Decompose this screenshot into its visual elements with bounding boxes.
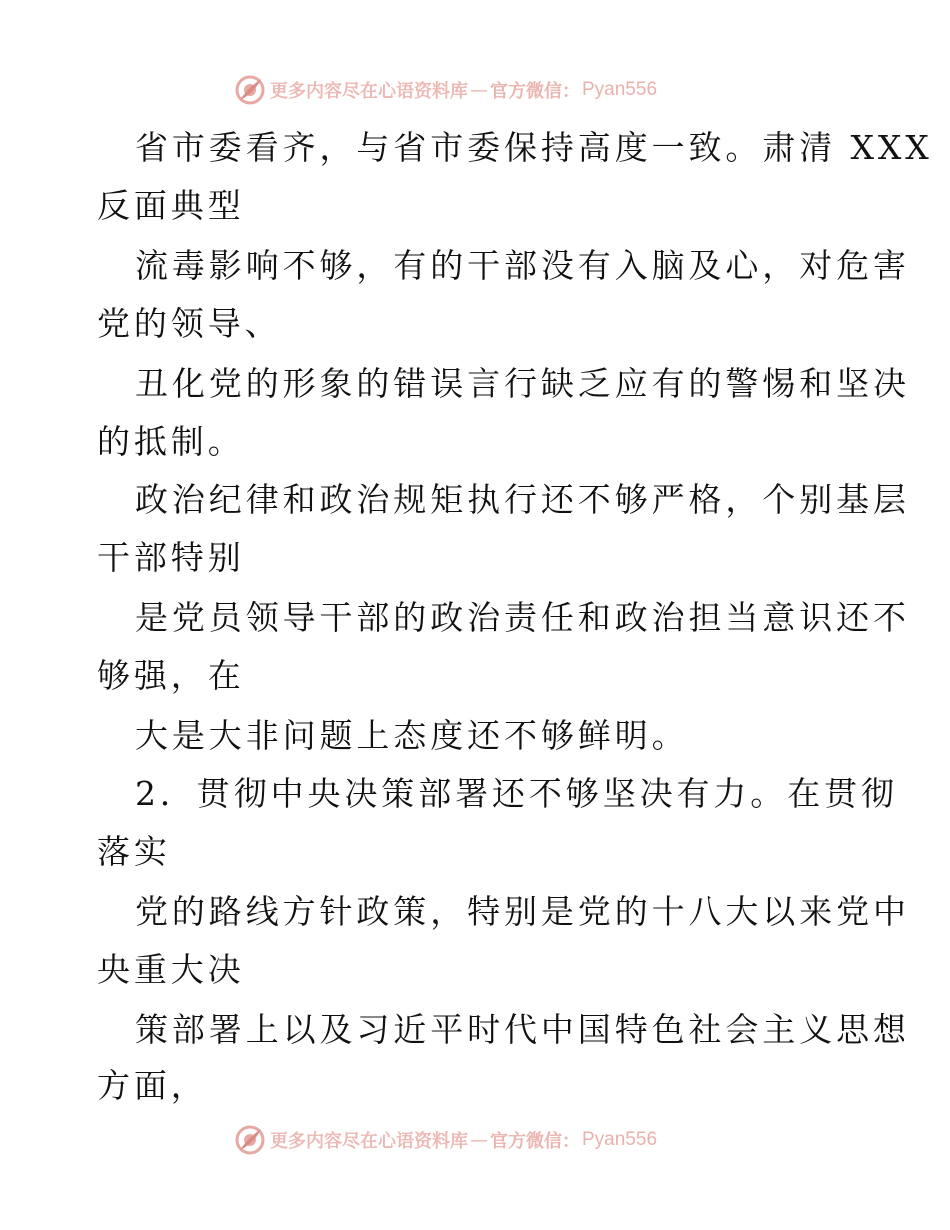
- text-line: 央重大决: [97, 950, 245, 989]
- watermark-text: 更多内容尽在心语资料库: [270, 1131, 468, 1152]
- text-line: 够强，在: [97, 656, 245, 695]
- text-line: 干部特别: [97, 538, 245, 577]
- watermark-text: 更多内容尽在心语资料库: [270, 81, 468, 102]
- text-line: 是党员领导干部的政治责任和政治担当意识还不: [135, 598, 910, 637]
- text-line: 策部署上以及习近平时代中国特色社会主义思想: [135, 1010, 910, 1049]
- text-line: 反面典型: [97, 186, 245, 225]
- watermark-id: Pyan556: [582, 1129, 658, 1150]
- text-line: 的抵制。: [97, 422, 245, 461]
- watermark-separator: —: [470, 1129, 488, 1151]
- header-watermark: [234, 74, 657, 106]
- feather-circle-logo-icon: [234, 1124, 266, 1156]
- text-line: 党的领导、: [97, 304, 282, 343]
- text-line: 落实: [97, 832, 171, 871]
- footer-watermark: [234, 1124, 657, 1156]
- text-line: 2．贯彻中央决策部署还不够坚决有力。在贯彻: [135, 774, 898, 813]
- text-line: 丑化党的形象的错误言行缺乏应有的警惕和坚决: [135, 364, 910, 403]
- watermark-official: 官方微信：: [490, 81, 580, 102]
- watermark-id: Pyan556: [582, 79, 658, 100]
- text-line: 政治纪律和政治规矩执行还不够严格，个别基层: [135, 480, 910, 519]
- text-line: 大是大非问题上态度还不够鲜明。: [135, 716, 689, 755]
- feather-circle-logo-icon: [234, 74, 266, 106]
- text-line: 省市委看齐，与省市委保持高度一致。肃清 XXX: [135, 128, 933, 167]
- text-line: 流毒影响不够，有的干部没有入脑及心，对危害: [135, 246, 910, 285]
- text-line: 党的路线方针政策，特别是党的十八大以来党中: [135, 892, 910, 931]
- text-line: 方面，: [97, 1066, 208, 1105]
- watermark-separator: —: [470, 79, 488, 101]
- watermark-official: 官方微信：: [490, 1131, 580, 1152]
